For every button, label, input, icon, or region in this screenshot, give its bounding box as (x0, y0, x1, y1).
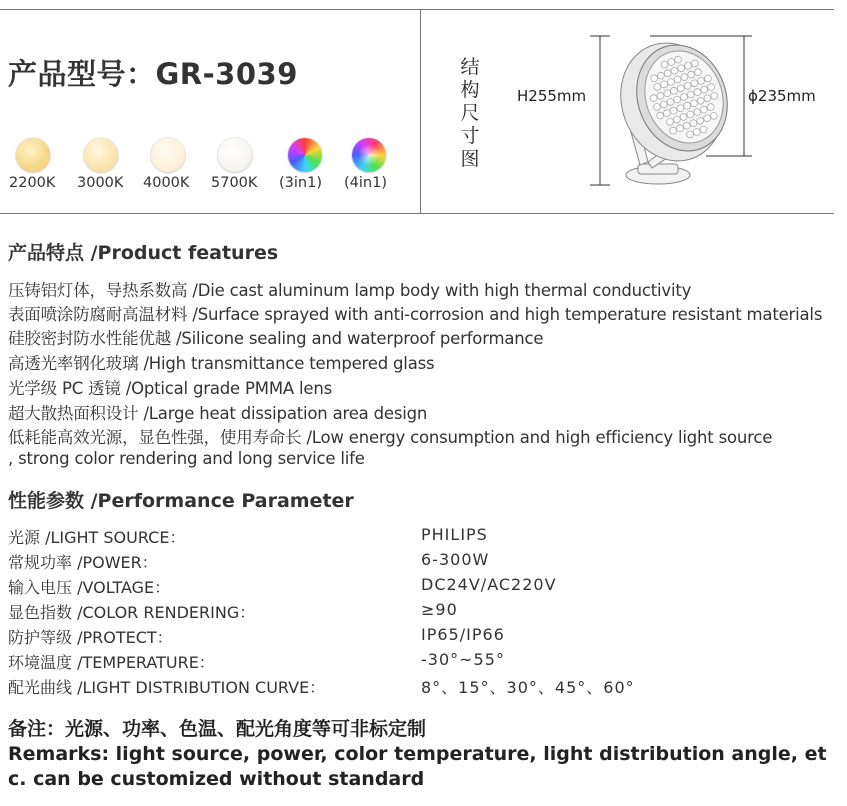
swatch-label-4000k: 4000K (143, 175, 190, 191)
swatch-label-5700k: 5700K (211, 175, 258, 191)
led-dot (683, 122, 690, 129)
led-dot (685, 62, 692, 69)
param-value-distribution-curve: 8°、15°、30°、45°、60° (421, 678, 635, 697)
param-value-temperature: -30°~55° (421, 650, 505, 669)
features-section-title: 产品特点 /Product features (8, 242, 279, 264)
feature-item: 表面喷涂防腐耐高温材料 /Surface sprayed with anti-corrosion and high temperature resistant materials (8, 305, 823, 324)
swatch-4000k (151, 138, 185, 172)
param-label-voltage: 输入电压 /VOLTAGE： (8, 578, 171, 597)
parameters-section-title: 性能参数 /Performance Parameter (8, 490, 354, 512)
led-dot (674, 96, 681, 103)
structure-label-char: 尺 (460, 102, 480, 124)
led-dot (667, 119, 674, 126)
led-dot (705, 75, 712, 82)
led-dot (671, 67, 678, 74)
led-dot (660, 101, 667, 108)
led-dot (668, 79, 675, 86)
feature-item: 光学级 PC 透镜 /Optical grade PMMA lens (8, 379, 332, 398)
remarks-english: Remarks: light source, power, color temperature, light distribution angle, etc. can be customized without standard (8, 743, 827, 790)
swatch-label-4in1: (4in1) (344, 175, 387, 191)
param-label-protect: 防护等级 /PROTECT： (8, 628, 173, 647)
led-dot (695, 69, 702, 76)
led-dot (654, 84, 661, 91)
swatch-2200k (16, 138, 50, 172)
led-dot (657, 112, 664, 119)
structure-label-char: 图 (460, 148, 480, 170)
param-value-light-source: PHILIPS (421, 525, 488, 544)
led-dot (677, 85, 684, 92)
led-dot (694, 89, 701, 96)
led-dot (661, 61, 668, 68)
led-dot (711, 93, 718, 100)
led-dot (664, 90, 671, 97)
led-dot (677, 125, 684, 132)
led-dot (681, 94, 688, 101)
param-label-power: 常规功率 /POWER： (8, 553, 158, 572)
led-dot (704, 95, 711, 102)
swatch-label-2200k: 2200K (9, 175, 56, 191)
led-dot (664, 70, 671, 77)
feature-item: 硅胶密封防水性能优越 /Silicone sealing and waterproof performance (8, 329, 544, 348)
led-dot (670, 107, 677, 114)
led-dot (670, 127, 677, 134)
led-dot (658, 72, 665, 79)
led-dot (697, 97, 704, 104)
led-dot (674, 76, 681, 83)
remarks-chinese: 备注：光源、功率、色温、配光角度等可非标定制 (8, 718, 427, 740)
led-dot (704, 115, 711, 122)
led-dot (687, 91, 694, 98)
led-dot (675, 56, 682, 63)
led-dot (693, 129, 700, 136)
led-dot (684, 102, 691, 109)
led-dot (671, 87, 678, 94)
param-label-distribution-curve: 配光曲线 /LIGHT DISTRIBUTION CURVE： (8, 678, 326, 697)
led-dot (684, 82, 691, 89)
led-dot (701, 106, 708, 113)
param-value-color-rendering: ≥90 (421, 600, 458, 619)
feature-item: 高透光率钢化玻璃 /High transmittance tempered glass (8, 354, 435, 373)
swatch-label-3in1: (3in1) (279, 175, 322, 191)
led-dot (691, 80, 698, 87)
led-dot (700, 126, 707, 133)
structure-label-char: 寸 (460, 125, 480, 147)
feature-item: , strong color rendering and long service life (8, 449, 365, 468)
model-title: 产品型号：GR-3039 (8, 57, 298, 91)
led-dot (687, 131, 694, 138)
led-dot (694, 109, 701, 116)
led-dot (650, 95, 657, 102)
led-dot (681, 74, 688, 81)
led-dot (701, 86, 708, 93)
led-dot (678, 65, 685, 72)
param-label-light-source: 光源 /LIGHT SOURCE： (8, 528, 186, 547)
feature-item: 压铸铝灯体，导热系数高 /Die cast aluminum lamp body with high thermal conductivity (8, 281, 692, 300)
led-dot (707, 104, 714, 111)
param-value-protect: IP65/IP66 (421, 625, 505, 644)
swatch-3000k (84, 138, 118, 172)
led-dot (673, 116, 680, 123)
led-dot (691, 60, 698, 67)
led-dot (677, 105, 684, 112)
led-dot (698, 78, 705, 85)
led-dot (651, 75, 658, 82)
led-dot (664, 110, 671, 117)
top-divider (0, 9, 834, 10)
swatch-label-3000k: 3000K (77, 175, 124, 191)
led-dot (688, 71, 695, 78)
height-dimension: H255mm (517, 87, 587, 105)
led-dot (657, 92, 664, 99)
structure-diagram-label (456, 56, 484, 171)
led-dot (668, 59, 675, 66)
led-dot (690, 120, 697, 127)
led-dot (691, 100, 698, 107)
feature-item: 超大散热面积设计 /Large heat dissipation area design (8, 404, 428, 423)
led-dot (687, 111, 694, 118)
param-value-voltage: DC24V/AC220V (421, 575, 557, 594)
feature-item: 低耗能高效光源，显色性强，使用寿命长 /Low energy consumption and high efficiency light source (8, 428, 773, 447)
diameter-dimension: ϕ235mm (748, 87, 816, 105)
header-vertical-divider (420, 9, 421, 214)
swatch-5700k (218, 138, 252, 172)
structure-label-char: 结 (460, 56, 480, 78)
param-label-temperature: 环境温度 /TEMPERATURE： (8, 653, 215, 672)
lamp-drawing (586, 32, 756, 192)
swatch-rgb-3in1 (288, 138, 322, 172)
param-value-power: 6-300W (421, 550, 490, 569)
led-dot (667, 99, 674, 106)
param-label-color-rendering: 显色指数 /COLOR RENDERING： (8, 603, 256, 622)
led-dot (708, 84, 715, 91)
led-dot (654, 104, 661, 111)
led-dot (680, 114, 687, 121)
structure-label-char: 构 (460, 79, 480, 101)
header-bottom-divider (0, 213, 834, 214)
swatch-rgbw-4in1 (352, 138, 386, 172)
led-dot (661, 81, 668, 88)
led-dot (711, 112, 718, 119)
led-dot (697, 117, 704, 124)
